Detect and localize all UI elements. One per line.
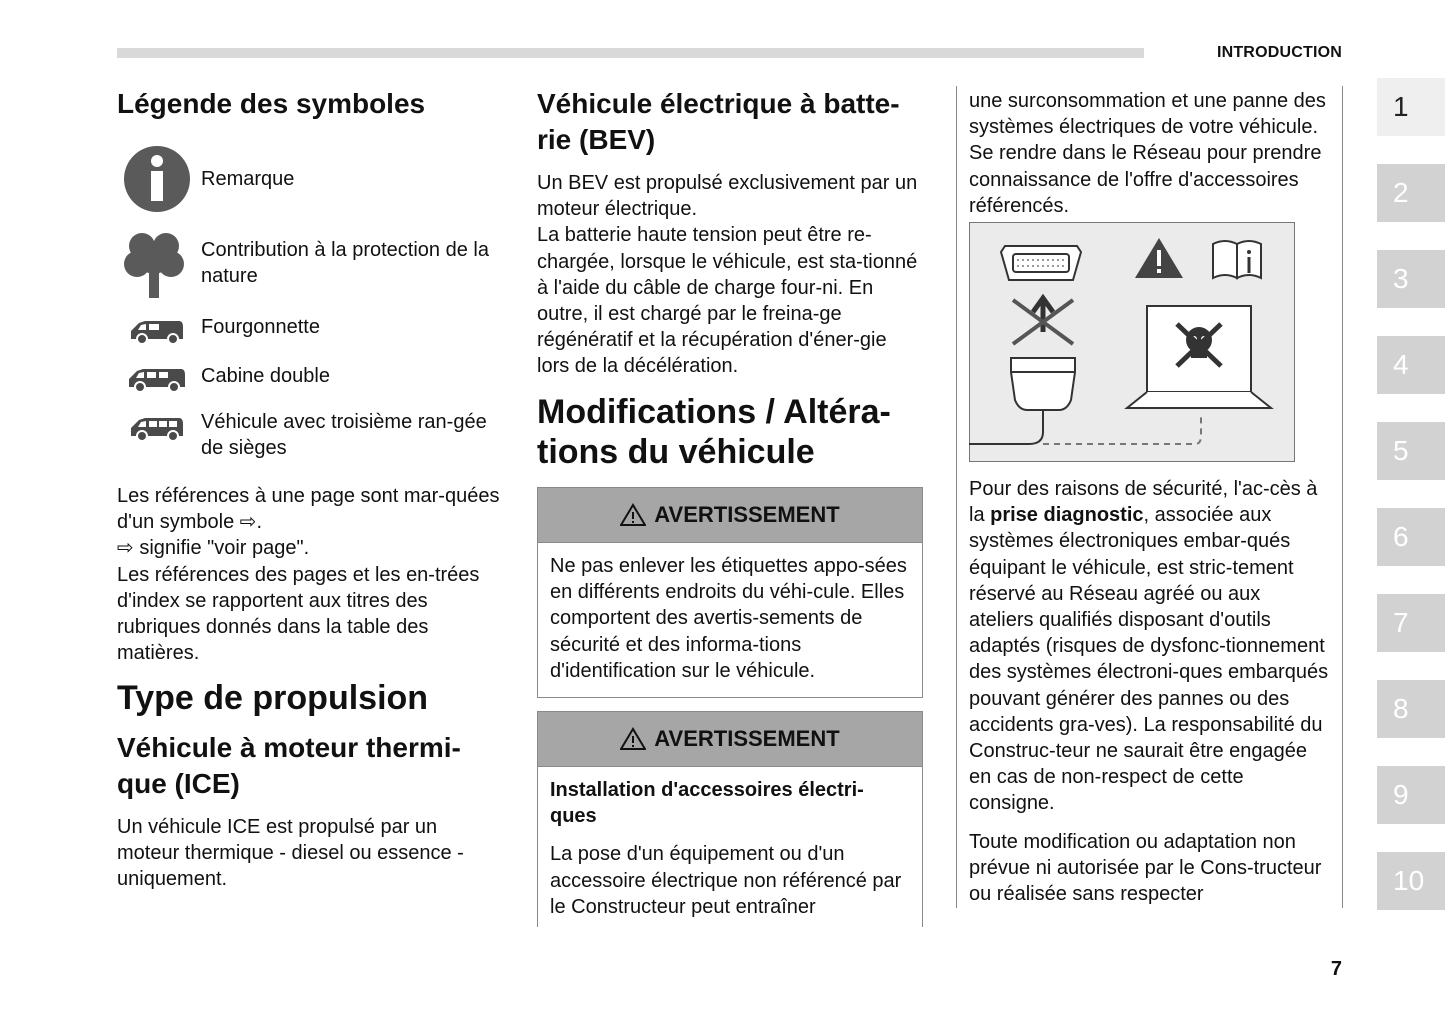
tab-chapter-10[interactable]: 10	[1377, 852, 1445, 910]
ice-title: Véhicule à moteur thermi-que (ICE)	[117, 732, 461, 799]
seven-seat-icon	[129, 414, 185, 442]
modifications-title: Modifications / Altéra-tions du véhicule	[537, 393, 891, 471]
column-2	[537, 86, 923, 922]
page-number: 7	[1330, 958, 1342, 980]
legend-label: Véhicule avec troisième ran-gée de sièges	[201, 411, 487, 459]
legend-label: Fourgonnette	[201, 316, 320, 338]
diagnostic-warning-illustration	[969, 222, 1295, 462]
propulsion-title: Type de propulsion	[117, 679, 429, 717]
tab-chapter-3[interactable]: 3	[1377, 250, 1445, 308]
column-divider	[956, 86, 957, 908]
legend-item-van	[117, 314, 502, 354]
ice-text: Un véhicule ICE est propulsé par un moteur thermique - diesel ou essence - uniquement.	[117, 816, 464, 891]
warning-text: Ne pas enlever les étiquettes appo-sées en différents endroits du véhi-cule. Elles comportent des avertis-sements de sécurité et des informa-tions d'identification sur le véhicule.	[550, 555, 907, 682]
tree-icon	[124, 232, 184, 298]
info-icon	[124, 146, 190, 212]
tab-chapter-1[interactable]: 1	[1377, 78, 1445, 136]
tab-chapter-7[interactable]: 7	[1377, 594, 1445, 652]
diagnostic-socket-term: prise diagnostic	[990, 504, 1144, 527]
references-text: Les références à une page sont mar-quées d'un symbole ⇨. ⇨ signifie "voir page". Les références des pages et les en-trées d'index se rapportent aux titres des rubriques donnés dans la table des matières.	[117, 485, 500, 665]
warning-triangle-icon	[620, 503, 646, 527]
warning-box	[537, 711, 923, 927]
diagnostic-text: Pour des raisons de sécurité, l'ac-cès à la prise diagnostic, associée aux systèmes électroniques embar-qués équipant le véhicule, est stric-tement réservé au Réseau agréé ou aux ateliers qualifiés disposant d'outils adaptés (risques de dysfonc-tionnement des systèmes électroni-ques embarqués pouvant générer des pannes ou des accidents gra-ves). La responsabilité du Construc-teur ne saurait être engagée en cas de non-respect de cette consigne.	[969, 478, 1329, 815]
warning-subtitle: Installation d'accessoires électri-ques	[550, 779, 864, 828]
legend-label: Remarque	[201, 168, 295, 190]
tab-chapter-5[interactable]: 5	[1377, 422, 1445, 480]
warning-header	[538, 712, 922, 767]
bev-text: Un BEV est propulsé exclusivement par un moteur électrique. La batterie haute tension peut être re-chargée, lorsque le véhicule, est sta-tionné à l'aide du câble de charge four-ni. En outre, il est chargé par le freina-ge régénératif et la récupération d'éner-gie lors de la décélération.	[537, 172, 918, 378]
modification-text: Toute modification ou adaptation non prévue ni autorisée par le Cons-tructeur ou réalisée sans respecter	[969, 831, 1322, 906]
warning-box	[537, 487, 923, 698]
van-icon	[129, 317, 185, 345]
warning-label: AVERTISSEMENT	[654, 726, 840, 751]
legend-item-double-cab	[117, 362, 502, 402]
manual-info-icon	[1213, 241, 1261, 278]
legend-title: Légende des symboles	[117, 88, 426, 119]
warning-text: La pose d'un équipement ou d'un accessoire électrique non référencé par le Constructeur peut entraîner	[550, 843, 902, 918]
warning-header	[538, 488, 922, 543]
accessories-text: une surconsommation et une panne des systèmes électriques de votre véhicule. Se rendre dans le Réseau pour prendre connaissance de l'offre d'accessoires référencés.	[969, 90, 1326, 217]
bev-title: Véhicule électrique à batte-rie (BEV)	[537, 88, 900, 155]
tab-chapter-2[interactable]: 2	[1377, 164, 1445, 222]
tab-chapter-6[interactable]: 6	[1377, 508, 1445, 566]
legend-item-remark	[117, 146, 502, 214]
warning-label: AVERTISSEMENT	[654, 502, 840, 527]
legend-item-third-row	[117, 410, 502, 466]
tab-chapter-9[interactable]: 9	[1377, 766, 1445, 824]
column-divider	[1342, 86, 1343, 908]
tab-chapter-4[interactable]: 4	[1377, 336, 1445, 394]
section-title: INTRODUCTION	[1216, 44, 1342, 61]
header-bar	[117, 48, 1144, 58]
tab-chapter-8[interactable]: 8	[1377, 680, 1445, 738]
legend-label: Contribution à la protection de la nature	[201, 239, 489, 287]
legend-label: Cabine double	[201, 365, 330, 387]
legend-item-nature	[117, 232, 502, 300]
column-1	[117, 86, 502, 906]
warning-triangle-icon	[620, 727, 646, 751]
obd-port-icon	[1001, 246, 1081, 280]
double-cab-icon	[127, 365, 187, 393]
column-3	[969, 88, 1329, 908]
